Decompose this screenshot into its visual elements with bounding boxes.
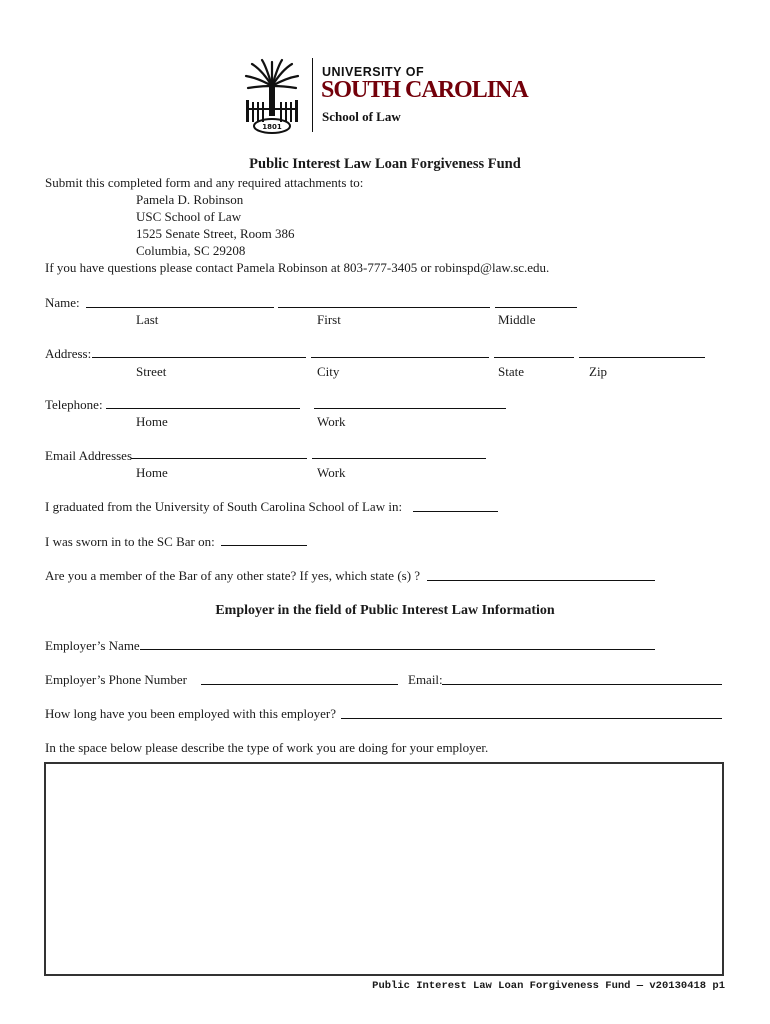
footer-text: Public Interest Law Loan Forgiveness Fund — v20130418 p1 — [372, 980, 725, 992]
logo-divider — [312, 58, 313, 132]
name-last-caption: Last — [136, 312, 159, 327]
duration-label: How long have you been employed with this employer? — [45, 706, 336, 721]
email-home-field[interactable] — [131, 458, 307, 459]
name-last-field[interactable] — [86, 307, 274, 308]
email-work-field[interactable] — [312, 458, 486, 459]
address-city-field[interactable] — [311, 357, 489, 358]
email-label: Email Addresses — [45, 448, 133, 463]
telephone-home-field[interactable] — [106, 408, 300, 409]
telephone-work-field[interactable] — [314, 408, 506, 409]
other-bar-field[interactable] — [427, 580, 655, 581]
employer-name-label: Employer’s Name — [45, 638, 140, 653]
address-line-2: USC School of Law — [136, 209, 242, 224]
logo-south-carolina: SOUTH CAROLINA — [321, 77, 528, 103]
employer-name-field[interactable] — [140, 649, 655, 650]
svg-text:1801: 1801 — [262, 123, 282, 131]
address-line-1: Pamela D. Robinson — [136, 192, 244, 207]
name-middle-field[interactable] — [495, 307, 577, 308]
telephone-label: Telephone: — [45, 397, 103, 412]
employer-phone-label: Employer’s Phone Number — [45, 672, 188, 687]
duration-field[interactable] — [341, 718, 722, 719]
name-first-caption: First — [317, 312, 341, 327]
address-line-4: Columbia, SC 29208 — [136, 243, 246, 258]
form-title: Public Interest Law Loan Forgiveness Fund — [249, 156, 521, 172]
usc-logo — [240, 56, 540, 136]
palmetto-seal-icon — [240, 56, 304, 136]
graduated-field[interactable] — [413, 511, 498, 512]
contact-text: If you have questions please contact Pamela Robinson at 803-777-3405 or robinspd@law.sc.edu. — [45, 260, 550, 275]
employer-phone-field[interactable] — [201, 684, 398, 685]
intro-text: Submit this completed form and any required attachments to: — [45, 175, 364, 190]
email-home-caption: Home — [136, 465, 168, 480]
name-middle-caption: Middle — [498, 312, 536, 327]
telephone-work-caption: Work — [317, 414, 346, 429]
address-state-caption: State — [498, 364, 524, 379]
describe-label: In the space below please describe the type of work you are doing for your employer. — [45, 740, 489, 755]
employer-heading: Employer in the field of Public Interest Law Information — [215, 603, 555, 618]
employer-email-label: Email: — [408, 672, 443, 687]
logo-school-of-law: School of Law — [322, 109, 401, 124]
sworn-label: I was sworn in to the SC Bar on: — [45, 534, 215, 549]
work-description-box[interactable] — [44, 762, 724, 976]
address-street-caption: Street — [136, 364, 167, 379]
sworn-field[interactable] — [221, 545, 307, 546]
other-bar-label: Are you a member of the Bar of any other state? If yes, which state (s) ? — [45, 568, 421, 583]
employer-email-field[interactable] — [442, 684, 722, 685]
name-first-field[interactable] — [278, 307, 490, 308]
logo-university-of: UNIVERSITY OF — [322, 65, 425, 79]
name-label: Name: — [45, 295, 80, 310]
address-city-caption: City — [317, 364, 340, 379]
email-work-caption: Work — [317, 465, 346, 480]
telephone-home-caption: Home — [136, 414, 168, 429]
address-zip-caption: Zip — [589, 364, 608, 379]
address-street-field[interactable] — [92, 357, 306, 358]
address-state-field[interactable] — [494, 357, 574, 358]
address-label: Address: — [45, 346, 92, 361]
graduated-label: I graduated from the University of South Carolina School of Law in: — [45, 499, 403, 514]
address-line-3: 1525 Senate Street, Room 386 — [136, 226, 295, 241]
address-zip-field[interactable] — [579, 357, 705, 358]
